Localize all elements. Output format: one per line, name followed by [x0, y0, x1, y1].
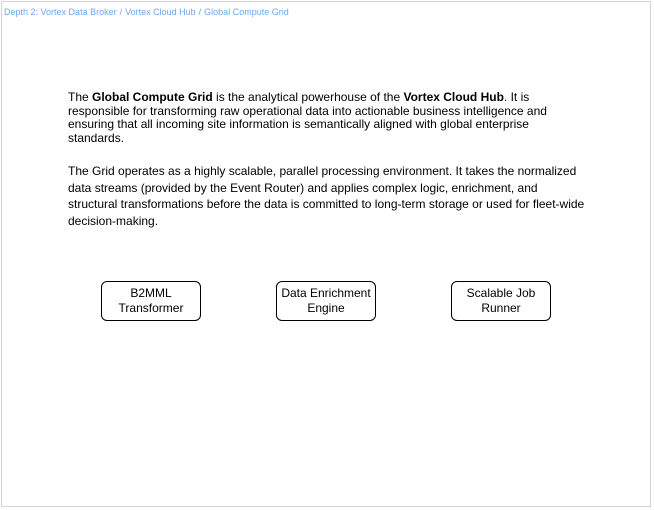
description-intro: The: [68, 90, 93, 104]
description-middle: is the analytical powerhouse of the: [212, 90, 404, 104]
description-paragraph-1: [68, 91, 588, 145]
breadcrumb-level: Depth 2:: [4, 7, 39, 17]
diagram-frame: [1, 1, 651, 507]
component-label: B2MML Transformer: [118, 286, 184, 315]
breadcrumb-separator: /: [198, 7, 202, 17]
component-box-b2mml-transformer[interactable]: [101, 281, 201, 321]
component-label: Scalable Job Runner: [466, 286, 536, 315]
breadcrumb-item-vortex-data-broker[interactable]: Vortex Data Broker: [40, 7, 117, 17]
description-text: [68, 91, 588, 229]
component-label: Data Enrichment Engine: [281, 286, 371, 315]
component-box-scalable-job-runner[interactable]: [451, 281, 551, 321]
description-parent: Vortex Cloud Hub: [403, 90, 504, 104]
component-box-data-enrichment-engine[interactable]: [276, 281, 376, 321]
breadcrumb-separator: /: [119, 7, 123, 17]
description-subject: Global Compute Grid: [92, 90, 213, 104]
description-rest: . It is responsible for transforming raw operational data into actionable business intelligence and ensuring that all incoming site information is semantically aligned with global enterprise standards.: [68, 90, 547, 145]
description-paragraph-2: The Grid operates as a highly scalable, parallel processing environment. It takes the normalized data streams (provided by the Event Router) and applies complex logic, enrichment, and structural transformations before the data is committed to long-term storage or used for fleet-wide decision-making.: [68, 164, 585, 228]
breadcrumb-item-vortex-cloud-hub[interactable]: Vortex Cloud Hub: [125, 7, 196, 17]
breadcrumb-item-global-compute-grid[interactable]: Global Compute Grid: [204, 7, 289, 17]
breadcrumb: [4, 7, 289, 18]
